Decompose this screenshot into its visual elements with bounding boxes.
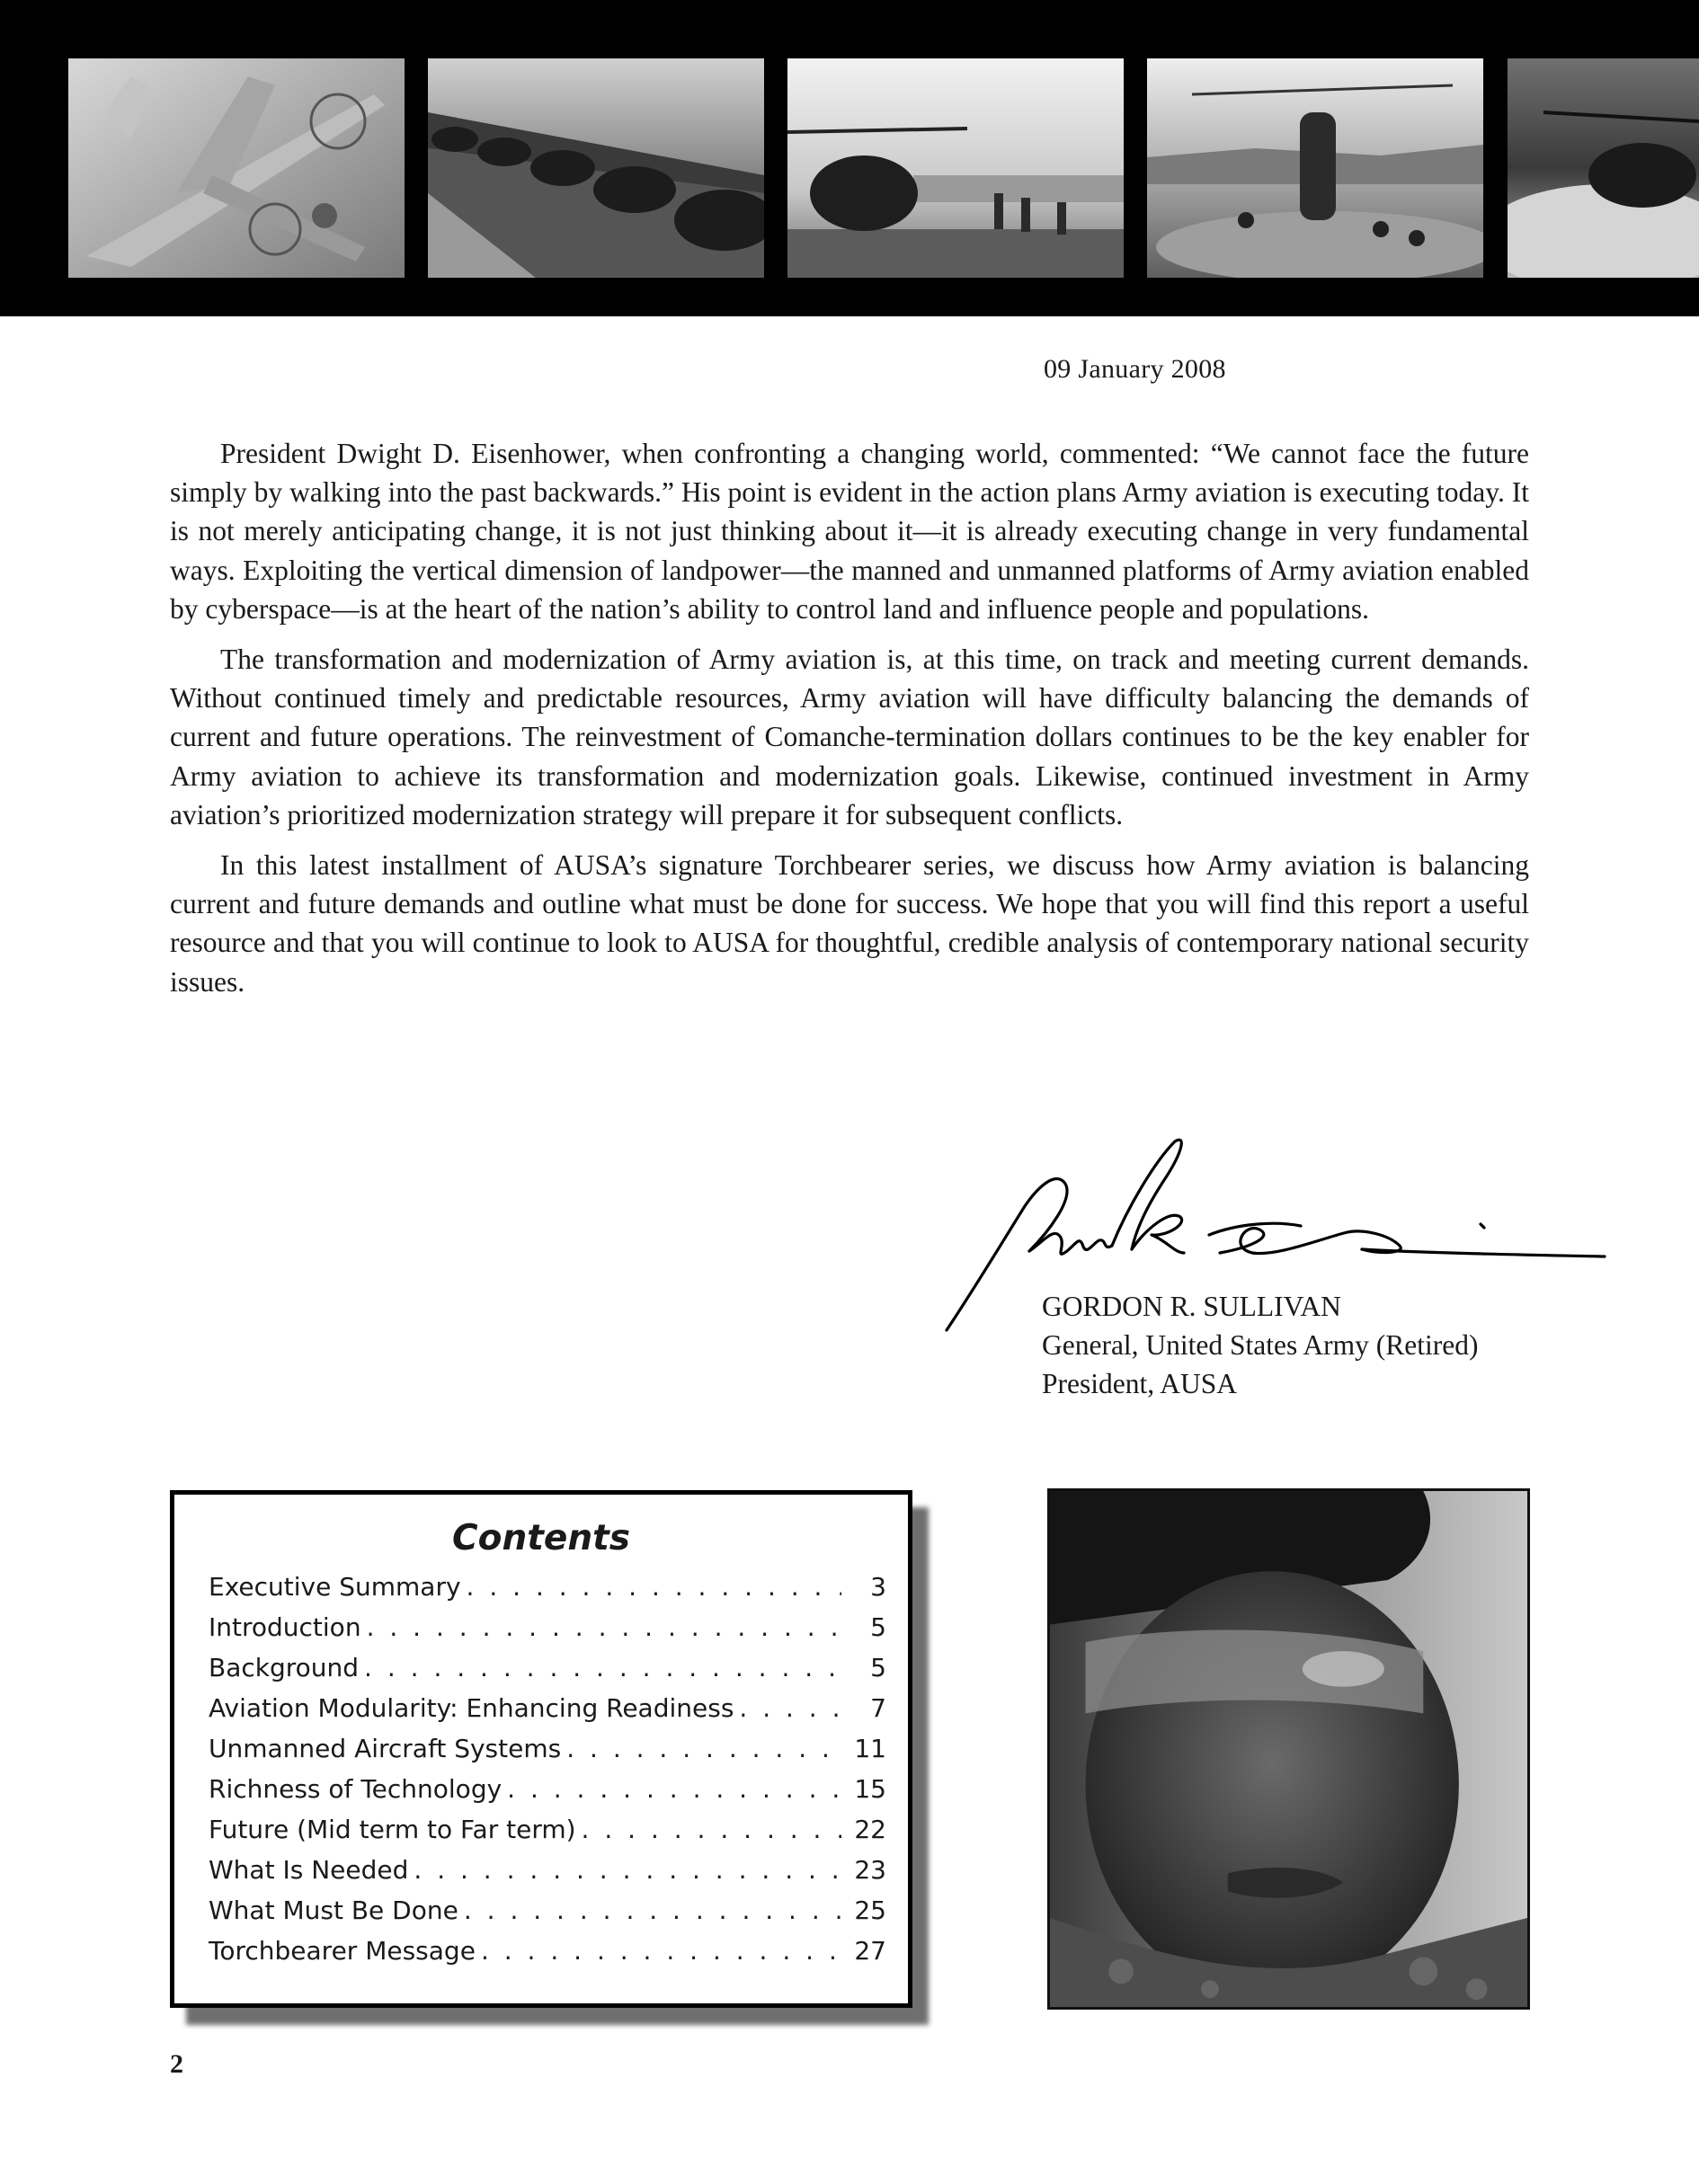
chinook-landing-photo xyxy=(1147,58,1483,278)
contents-entry-page: 5 xyxy=(870,1653,886,1682)
contents-entry[interactable] xyxy=(209,1693,886,1734)
letter-paragraph: President Dwight D. Eisenhower, when confronting a changing world, commented: “We cannot face the future simply by walking into the past backwards.” His point is evident in the action plans Army aviation is executing today. It is not merely anticipating change, it is not just thinking about it—it is already executing change in very fundamental ways. Exploiting the vertical dimension of landpower—the manned and unmanned platforms of Army aviation enabled by cyberspace—is at the heart of the nation’s ability to control land and influence people and populations. xyxy=(170,438,1529,625)
letter-body xyxy=(170,434,1529,1013)
contents-entry-page: 27 xyxy=(854,1936,886,1966)
contents-entry[interactable] xyxy=(209,1815,886,1855)
helicopter-dust-photo xyxy=(1508,58,1699,278)
letter-date: 09 January 2008 xyxy=(1044,354,1226,384)
letter-paragraph: In this latest installment of AUSA’s signature Torchbearer series, we discuss how Army aviation is balancing current and future demands and outline what must be done for success. We hope that you will find this report a useful resource and that you will continue to look to AUSA for thoughtful, credible analysis of contemporary national security issues. xyxy=(170,849,1529,998)
contents-entry[interactable] xyxy=(209,1855,886,1895)
contents-entry-label: Introduction xyxy=(209,1612,361,1642)
contents-entry-page: 25 xyxy=(854,1895,886,1925)
dot-leader xyxy=(364,1653,841,1682)
parked-helicopters-photo xyxy=(428,58,764,278)
contents-entry-page: 15 xyxy=(854,1774,886,1804)
contents-entry[interactable] xyxy=(209,1936,886,1976)
contents-entry-label: Future (Mid term to Far term) xyxy=(209,1815,576,1844)
contents-entry-label: Executive Summary xyxy=(209,1572,461,1602)
dot-leader xyxy=(739,1693,841,1723)
contents-entry-page: 5 xyxy=(870,1612,886,1642)
signer-role: President, AUSA xyxy=(1042,1368,1238,1399)
contents-entry-label: Torchbearer Message xyxy=(209,1936,476,1966)
dot-leader xyxy=(481,1936,841,1966)
contents-entry-label: What Is Needed xyxy=(209,1855,409,1885)
letter-paragraph: The transformation and modernization of Army aviation is, at this time, on track and meeting current demands. Without continued timely and predictable resources, Army aviation will have difficulty balancing the demands of current and future operations. The reinvestment of Comanche-termination dollars continues to be the key enabler for Army aviation to achieve its transformation and modernization goals. Likewise, continued investment in Army aviation’s prioritized modernization strategy will prepare it for subsequent conflicts. xyxy=(170,644,1529,830)
dot-leader xyxy=(507,1774,841,1804)
contents-entry-label: Background xyxy=(209,1653,360,1682)
contents-entry-label: What Must Be Done xyxy=(209,1895,458,1925)
dot-leader xyxy=(467,1572,841,1602)
contents-title: Contents xyxy=(452,1518,630,1558)
contents-entry[interactable] xyxy=(209,1653,886,1693)
contents-box xyxy=(170,1490,912,2008)
contents-entry[interactable] xyxy=(209,1734,886,1774)
contents-entry-label: Unmanned Aircraft Systems xyxy=(209,1734,562,1763)
dot-leader xyxy=(566,1734,841,1763)
contents-entry[interactable] xyxy=(209,1612,886,1653)
contents-entry[interactable] xyxy=(209,1895,886,1936)
contents-entry-page: 7 xyxy=(870,1693,886,1723)
dot-leader xyxy=(414,1855,841,1885)
signer-name: GORDON R. SULLIVAN xyxy=(1042,1291,1341,1322)
contents-entry[interactable] xyxy=(209,1572,886,1612)
photo-banner xyxy=(0,0,1699,316)
contents-entry-page: 22 xyxy=(854,1815,886,1844)
contents-entry[interactable] xyxy=(209,1774,886,1815)
contents-list xyxy=(209,1572,886,1976)
soldier-portrait-photo xyxy=(1047,1488,1530,2010)
dot-leader xyxy=(582,1815,841,1844)
contents-entry-page: 11 xyxy=(854,1734,886,1763)
contents-entry-label: Richness of Technology xyxy=(209,1774,503,1804)
helicopter-troops-photo xyxy=(787,58,1124,278)
page-number: 2 xyxy=(170,2049,183,2079)
cargo-airplane-photo xyxy=(68,58,405,278)
dot-leader xyxy=(367,1612,841,1642)
contents-entry-page: 3 xyxy=(870,1572,886,1602)
contents-entry-label: Aviation Modularity: Enhancing Readiness xyxy=(209,1693,734,1723)
signature-block xyxy=(1042,1287,1478,1403)
dot-leader xyxy=(464,1895,841,1925)
signer-title: General, United States Army (Retired) xyxy=(1042,1329,1479,1361)
contents-entry-page: 23 xyxy=(854,1855,886,1885)
